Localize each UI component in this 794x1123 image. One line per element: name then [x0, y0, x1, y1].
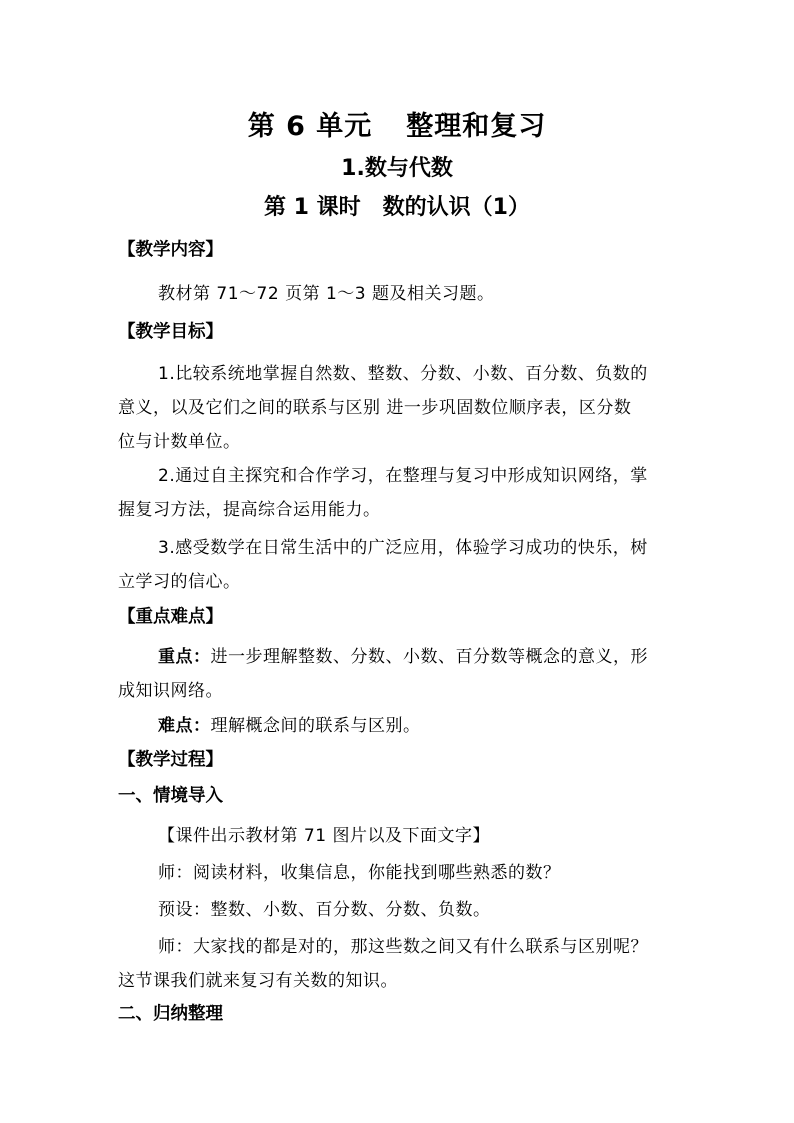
unit-title [0, 104, 794, 143]
part-2-heading: 二、归纳整理 [118, 1004, 223, 1024]
goal-3-line-2: 立学习的信心。 [118, 572, 241, 592]
difficulty-line [158, 711, 421, 736]
key-point-label: 重点： [158, 647, 211, 667]
teaching-content-heading: 【教学内容】 [118, 240, 223, 260]
goal-2-line-1: 2.通过自主探究和合作学习，在整理与复习中形成知识网络，掌 [158, 466, 648, 486]
teaching-content-text: 教材第 71～72 页第 1～3 题及相关习题。 [158, 284, 495, 304]
unit-name: 整理和复习 [406, 111, 547, 142]
difficulty-label: 难点： [158, 716, 211, 736]
goal-3-line-1: 3.感受数学在日常生活中的广泛应用，体验学习成功的快乐，树 [158, 538, 648, 558]
key-point-text: 进一步理解整数、分数、小数、百分数等概念的意义，形 [210, 647, 648, 667]
difficulty-text: 理解概念间的联系与区别。 [210, 716, 421, 736]
key-points-heading: 【重点难点】 [118, 607, 223, 627]
part-1-heading: 一、情境导入 [118, 786, 223, 806]
lesson-title [0, 190, 794, 221]
teacher-remark-line-2: 这节课我们就来复习有关数的知识。 [118, 971, 398, 991]
lesson-number: 第 1 课时 [264, 195, 361, 220]
goal-1-line-3: 位与计数单位。 [118, 432, 241, 452]
lesson-name: 数的认识（1） [382, 195, 530, 220]
goal-2-line-2: 握复习方法，提高综合运用能力。 [118, 500, 381, 520]
key-point-line-1 [158, 642, 648, 667]
teaching-goals-heading: 【教学目标】 [118, 322, 223, 342]
preset-answer: 预设：整数、小数、百分数、分数、负数。 [158, 900, 491, 920]
unit-number: 第 6 单元 [247, 111, 373, 142]
courseware-note: 【课件出示教材第 71 图片以及下面文字】 [158, 826, 490, 846]
goal-1-line-1: 1.比较系统地掌握自然数、整数、分数、小数、百分数、负数的 [158, 364, 648, 384]
goal-1-line-2: 意义，以及它们之间的联系与区别 进一步巩固数位顺序表，区分数 [118, 398, 632, 418]
teacher-question: 师：阅读材料，收集信息，你能找到哪些熟悉的数？ [158, 863, 561, 883]
key-point-line-2: 成知识网络。 [118, 681, 223, 701]
teacher-remark-line-1: 师：大家找的都是对的，那这些数之间又有什么联系与区别呢？ [158, 937, 648, 957]
section-title: 1.数与代数 [341, 156, 453, 181]
process-heading: 【教学过程】 [118, 750, 223, 770]
